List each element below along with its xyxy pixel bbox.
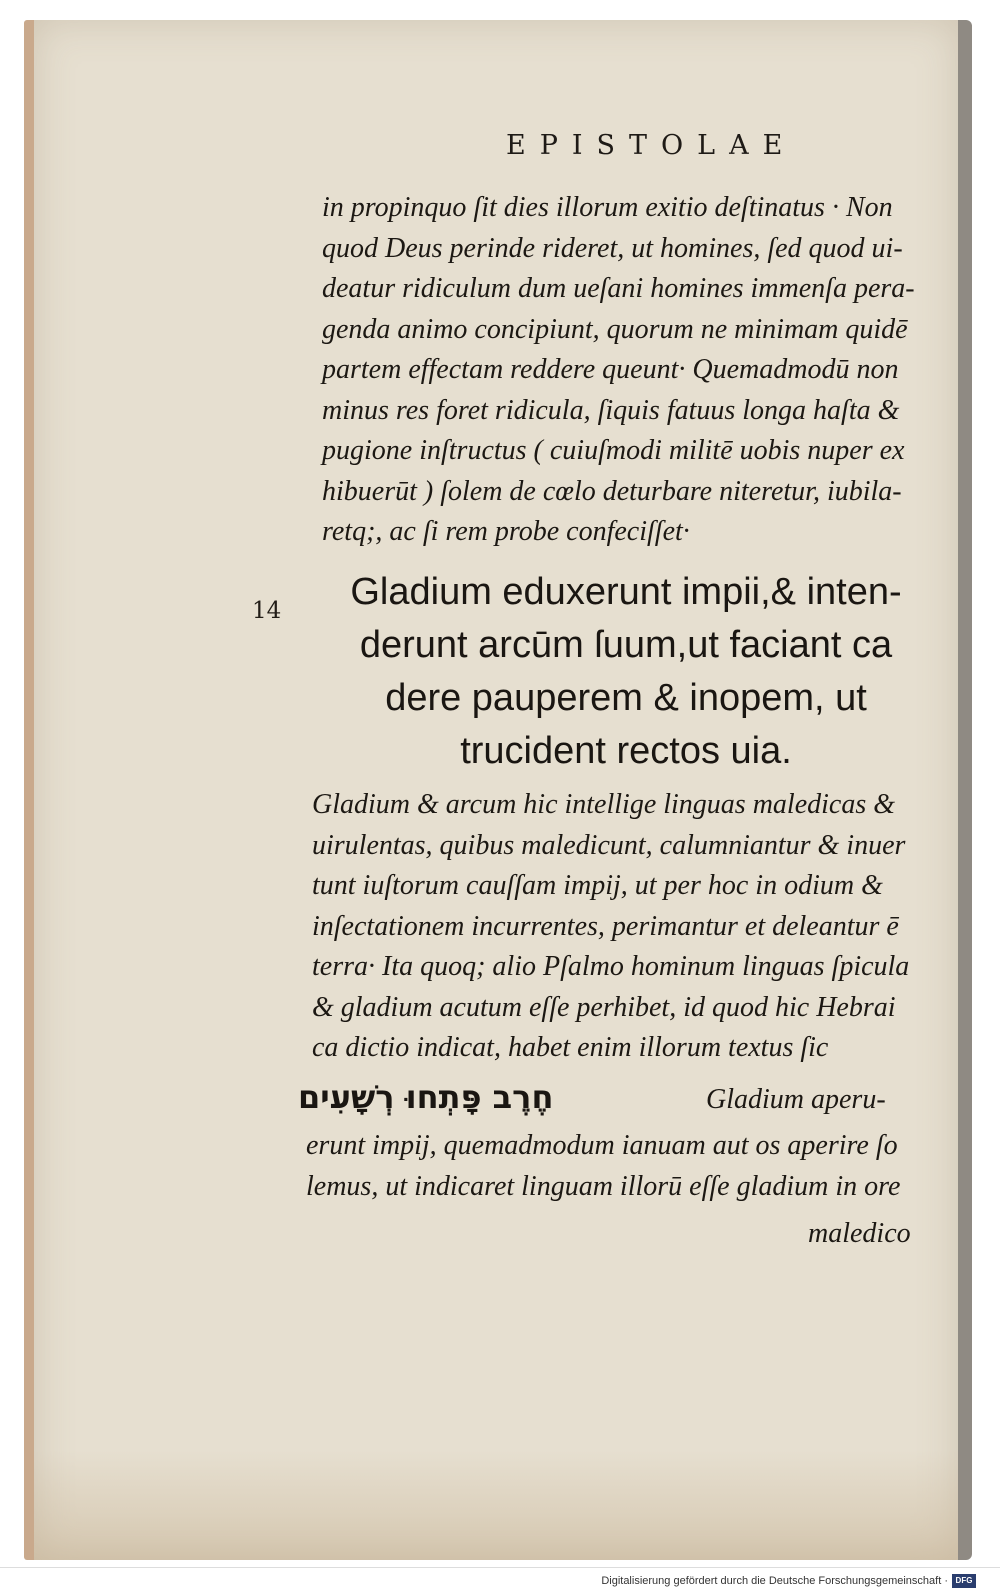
hebrew-text: חֶרֶב פָּתְחוּ רְשָׁעִים	[298, 1078, 554, 1116]
verse-line: dere pauperem & inopem, ut	[385, 677, 867, 719]
verse-number: 14	[252, 598, 282, 624]
text-line: inſectationem incurrentes, perimantur et deleantur ē	[312, 910, 899, 942]
hebrew-quotation	[298, 1078, 938, 1122]
footer-credit: Digitalisierung gefördert durch die Deutsche Forschungsgemeinschaft ·	[601, 1575, 948, 1587]
text-line: deatur ridiculum dum ueſani homines immenſa pera-	[322, 273, 915, 304]
text-line: minus res foret ridicula, ſiquis fatuus longa haſta &	[322, 394, 900, 426]
text-line: genda animo concipiunt, quorum ne minimam quidē	[322, 313, 908, 345]
text-line: retq;, ac ſi rem probe confeciſſet·	[322, 516, 690, 547]
dfg-logo-icon: DFG	[952, 1574, 976, 1588]
commentary-bottom	[312, 785, 940, 1069]
verse-line: derunt arcūm ſuum,ut faciant ca	[359, 624, 893, 666]
psalm-verse	[310, 566, 942, 778]
text-line: terra· Ita quoq; alio Pſalmo hominum linguas ſpicula	[312, 951, 910, 982]
text-line: uirulentas, quibus maledicunt, calumniantur & inuer	[312, 829, 906, 861]
running-head: EPISTOLAE	[506, 130, 797, 161]
verse-line: Gladium eduxerunt impii,& inten-	[350, 571, 902, 613]
commentary-top	[322, 188, 942, 553]
hebrew-gloss: Gladium aperu-	[706, 1084, 886, 1115]
commentary-end	[306, 1126, 940, 1207]
text-line: erunt impij, quemadmodum ianuam aut os aperire ſo	[306, 1130, 898, 1161]
text-line: lemus, ut indicaret linguam illorū eſſe gladium in ore	[306, 1170, 901, 1202]
verse-line: trucident rectos uia.	[460, 730, 792, 772]
text-line: partem effectam reddere queunt· Quemadmodū non	[322, 354, 899, 385]
text-line: & gladium acutum eſſe perhibet, id quod hic Hebrai	[312, 991, 896, 1023]
catchword: maledico	[808, 1218, 911, 1249]
text-line: ca dictio indicat, habet enim illorum textus ſic	[312, 1032, 829, 1063]
text-line: Gladium & arcum hic intellige linguas maledicas &	[312, 789, 896, 820]
text-line: tunt iuſtorum cauſſam impij, ut per hoc in odium &	[312, 870, 883, 901]
text-line: quod Deus perinde rideret, ut homines, ſed quod ui-	[322, 232, 903, 264]
text-line: in propinquo ſit dies illorum exitio deſtinatus · Non	[322, 192, 893, 223]
footer-bar	[0, 1567, 1000, 1592]
text-line: pugione inſtructus ( cuiuſmodi militē uobis nuper ex	[322, 435, 905, 466]
text-line: hibuerūt ) ſolem de cœlo deturbare niteretur, iubila-	[322, 475, 902, 507]
